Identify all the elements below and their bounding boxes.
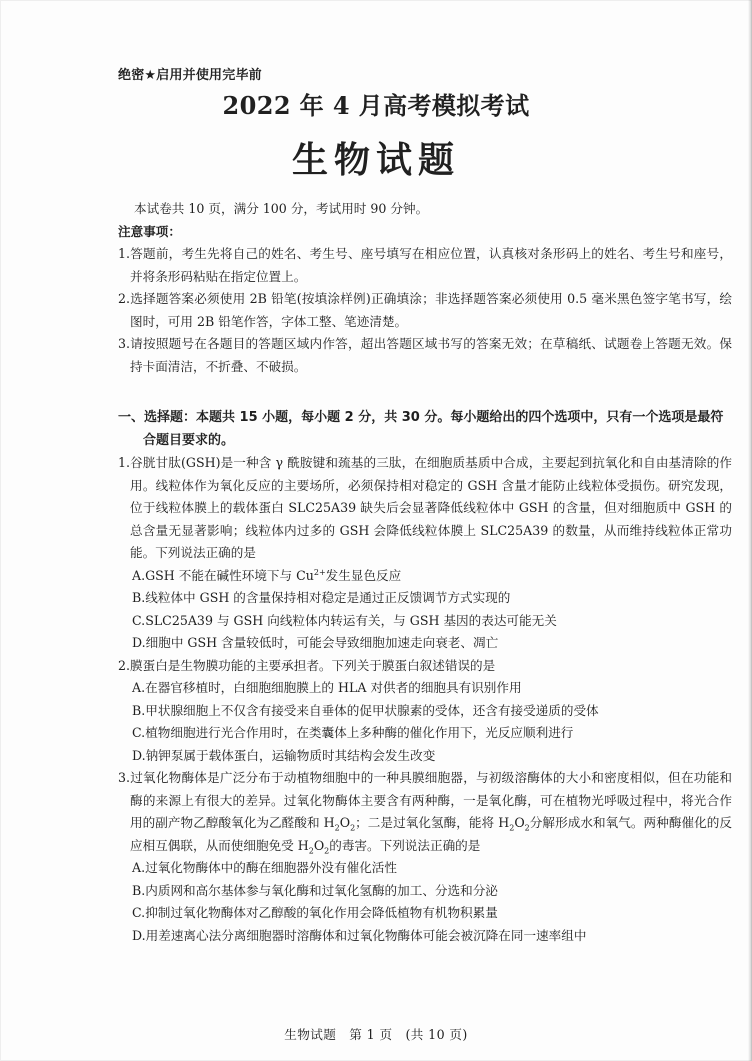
question-3 — [118, 767, 732, 947]
question-stem: 2.膜蛋白是生物膜功能的主要承担者。下列关于膜蛋白叙述错误的是 — [118, 657, 496, 673]
option-d: D.钠钾泵属于载体蛋白，运输物质时其结构会发生改变 — [132, 747, 436, 763]
subscript: 2 — [324, 846, 330, 856]
subject-title: 生物试题 — [291, 139, 460, 181]
question-1 — [118, 452, 732, 655]
stem-text: O — [514, 815, 525, 830]
section-one — [118, 406, 732, 947]
option-text: 发生显色反应 — [325, 567, 402, 583]
confidential-label: 绝密★启用并使用完毕前 — [118, 68, 262, 83]
notes-label: 注意事项： — [118, 223, 181, 239]
option-text: A.GSH 不能在碱性环境下与 Cu — [132, 567, 314, 583]
subscript: 2 — [350, 823, 356, 833]
subscript: 2 — [334, 823, 340, 833]
note-item-3: 3.请按照题号在各题目的答题区域内作答，超出答题区域书写的答案无效；在草稿纸、试题卷上答题无效。保持卡面清洁，不折叠、不破损。 — [118, 336, 732, 374]
option-a: A.在器官移植时，白细胞细胞膜上的 HLA 对供者的细胞具有识别作用 — [132, 680, 522, 695]
option-b: B.甲状腺细胞上不仅含有接受来自垂体的促甲状腺素的受体，还含有接受递质的受体 — [132, 702, 599, 718]
option-c: C.抑制过氧化物酶体对乙醇酸的氧化作用会降低植物有机物积累量 — [132, 905, 498, 920]
subscript: 2 — [524, 823, 530, 833]
stem-text: 的毒害。下列说法正确的是 — [329, 837, 481, 853]
option-c: C.植物细胞进行光合作用时，在类囊体上多种酶的催化作用下，光反应顺利进行 — [132, 725, 574, 740]
stem-text: ；二是过氧化氢酶，能将 H — [355, 815, 510, 830]
exam-title: 2022 年 4 月高考模拟考试 — [222, 91, 530, 120]
exam-info: 本试卷共 10 页，满分 100 分，考试用时 90 分钟。 — [134, 201, 429, 216]
section-heading: 一、选择题：本题共 15 小题，每小题 2 分，共 30 分。每小题给出的四个选项中，只有一个选项是最符合题目要求的。 — [118, 410, 724, 448]
question-stem: 1.谷胱甘肽(GSH)是一种含 γ 酰胺键和巯基的三肽，在细胞质基质中合成，主要起到抗氧化和自由基清除的作用。线粒体作为氧化反应的主要场所，必须保持相对稳定的 GSH 含量才能防止线粒体受损伤。研究发现，位于线粒体膜上的载体蛋白 SLC25A39 缺失后会显著降低线粒体中 GSH 的含量，但对细胞质中 GSH 的总含量无显著影响；线粒体内过多的 GSH 会降低线粒体膜上 SLC25A39 的数量，从而维持线粒体正常功能。下列说法正确的是 — [118, 455, 732, 560]
subscript: 2 — [308, 846, 314, 856]
page-footer: 生物试题 第 1 页 (共 10 页) — [284, 1027, 468, 1042]
note-item-1: 1.答题前，考生先将自己的姓名、考生号、座号填写在相应位置，认真核对条形码上的姓名、考生号和座号，并将条形码粘贴在指定位置上。 — [118, 246, 732, 284]
option-c: C.SLC25A39 与 GSH 向线粒体内转运有关，与 GSH 基因的表达可能无关 — [132, 612, 557, 628]
option-a: A.过氧化物酶体中的酶在细胞器外没有催化活性 — [132, 860, 397, 875]
subscript: 2 — [509, 823, 515, 833]
option-b: B.内质网和高尔基体参与氧化酶和过氧化氢酶的加工、分选和分泌 — [132, 882, 498, 898]
stem-text: O — [339, 815, 351, 830]
ion-charge: 2+ — [313, 567, 326, 577]
note-item-2: 2.选择题答案必须使用 2B 铅笔(按填涂样例)正确填涂；非选择题答案必须使用 0.5 毫米黑色签字笔书写，绘图时，可用 2B 铅笔作答，字体工整、笔迹清楚。 — [118, 291, 732, 329]
stem-text: 3.过氧化物酶体是广泛分布于动植物细胞中的一种具膜细胞器，与初级溶酶体的大小和密度相似，但在功能和酶的来源上有很大的差异。过氧化物酶体主要含有两种酶，一是氧化酶，可在植物光呼吸过程中，将光合作用的副产物乙醇酸氧化为乙醛酸和 H — [118, 770, 732, 830]
option-b: B.线粒体中 GSH 的含量保持相对稳定是通过正反馈调节方式实现的 — [132, 590, 511, 605]
stem-text: 分解形成水和氧气。两种酶催化的反应相互偶联，从而使细胞免受 H — [130, 815, 732, 853]
stem-text: O — [313, 837, 325, 853]
instructions-block — [118, 198, 732, 378]
question-2 — [118, 655, 732, 768]
question-stem — [118, 767, 732, 857]
option-d: D.细胞中 GSH 含量较低时，可能会导致细胞加速走向衰老、凋亡 — [132, 635, 499, 650]
option-a — [118, 565, 732, 588]
option-d: D.用差速离心法分离细胞器时溶酶体和过氧化物酶体可能会被沉降在同一速率组中 — [132, 927, 587, 943]
